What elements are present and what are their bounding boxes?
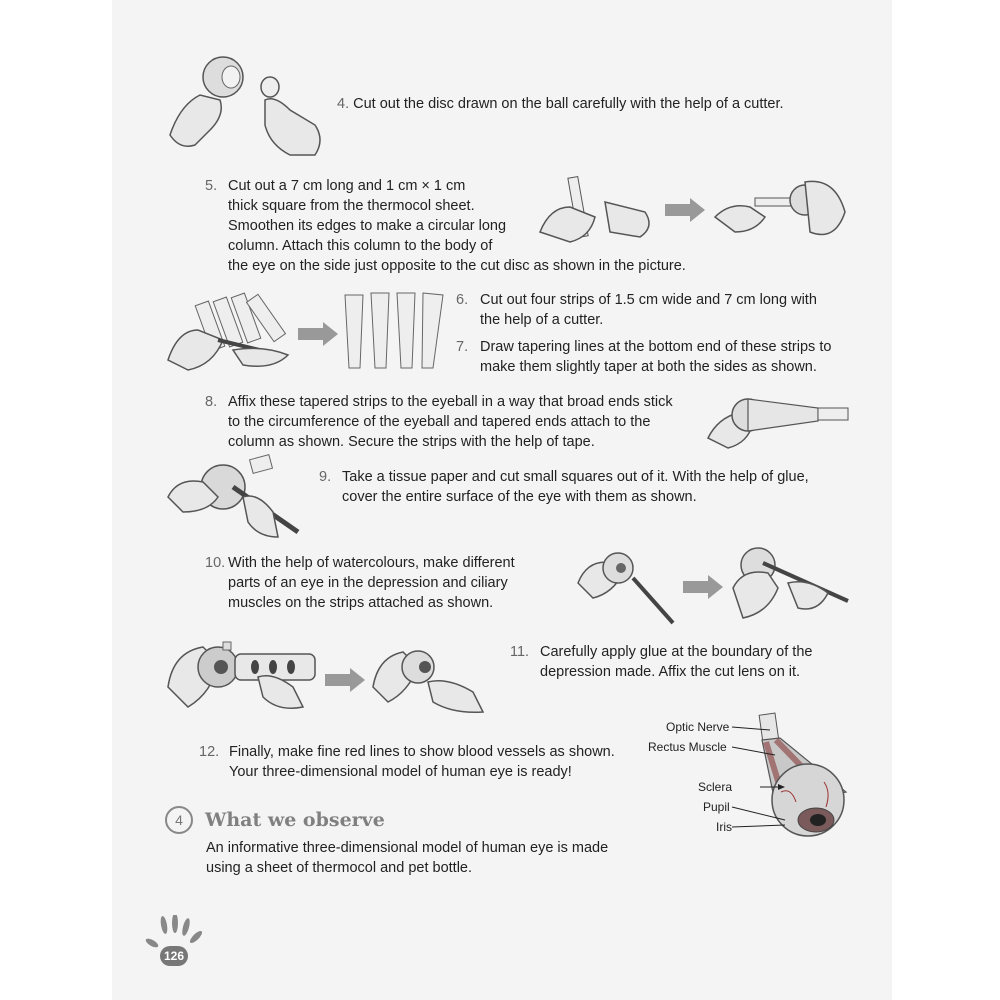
step-number: 11. — [510, 644, 530, 660]
observation-text — [206, 838, 636, 878]
step-text-line: parts of an eye in the depression and ciliary — [228, 575, 508, 591]
section-heading — [165, 805, 385, 835]
step-number: 12. — [199, 744, 220, 760]
step-number: 7. — [456, 339, 469, 355]
observation-line: An informative three-dimensional model of human eye is made — [206, 840, 609, 856]
illustration-watercolours — [573, 543, 853, 628]
step-text-line: the eye on the side just opposite to the cut disc as shown in the picture. — [228, 258, 686, 274]
step-number: 6. — [456, 292, 469, 308]
page-number: 126 — [160, 946, 188, 966]
step-text-line: cover the entire surface of the eye with them as shown. — [342, 489, 697, 505]
illustration-affix-strips — [703, 393, 853, 453]
step-text-line: make them slightly taper at both the sides as shown. — [480, 359, 817, 375]
step-text-line: Affix these tapered strips to the eyeball in a way that broad ends stick — [228, 394, 673, 410]
step-text-line: Carefully apply glue at the boundary of the — [540, 644, 813, 660]
illustration-cut-disc — [165, 55, 335, 165]
label-optic-nerve: Optic Nerve — [666, 720, 730, 734]
step-12 — [199, 742, 659, 782]
step-text-line: column. Attach this column to the body of — [228, 238, 493, 254]
illustration-tissue-cover — [163, 452, 308, 542]
step-text: Cut out the disc drawn on the ball carefully with the help of a cutter. — [353, 96, 784, 112]
step-text-line: Cut out four strips of 1.5 cm wide and 7 cm long with — [480, 292, 817, 308]
step-9 — [319, 467, 859, 507]
label-iris: Iris — [716, 820, 732, 834]
step-text-line: to the circumference of the eyeball and tapered ends attach to the — [228, 414, 651, 430]
step-text-line: the help of a cutter. — [480, 312, 604, 328]
section-number-badge: 4 — [165, 806, 193, 834]
step-8 — [205, 392, 705, 452]
step-number: 4. — [337, 96, 350, 112]
step-text-line: thick square from the thermocol sheet. — [228, 198, 475, 214]
illustration-affix-lens — [163, 632, 493, 717]
step-number: 9. — [319, 469, 332, 485]
label-rectus-muscle: Rectus Muscle — [648, 740, 727, 754]
step-text-line: Take a tissue paper and cut small squares out of it. With the help of glue, — [342, 469, 809, 485]
illustration-attach-column — [535, 172, 855, 252]
step-text-line: column as shown. Secure the strips with the help of tape. — [228, 434, 595, 450]
step-6 — [456, 290, 856, 330]
step-text-line: Draw tapering lines at the bottom end of these strips to — [480, 339, 832, 355]
eye-label-leaders — [730, 720, 790, 835]
step-number: 10. — [205, 555, 226, 571]
step-text-line: depression made. Affix the cut lens on it. — [540, 664, 801, 680]
step-text-line: Your three-dimensional model of human eye is ready! — [229, 764, 572, 780]
section-title: What we observe — [205, 809, 385, 831]
label-sclera: Sclera — [698, 780, 733, 794]
step-text-line: With the help of watercolours, make different — [228, 555, 515, 571]
illustration-strips — [163, 290, 453, 375]
step-7 — [456, 337, 856, 377]
step-text-line: Cut out a 7 cm long and 1 cm × 1 cm — [228, 178, 466, 194]
label-pupil: Pupil — [703, 800, 730, 814]
step-4 — [337, 94, 784, 114]
step-text-line: muscles on the strips attached as shown. — [228, 595, 494, 611]
step-text-line: Smoothen its edges to make a circular long — [228, 218, 507, 234]
step-number: 5. — [205, 178, 218, 194]
step-11 — [510, 642, 850, 682]
observation-line: using a sheet of thermocol and pet bottle. — [206, 860, 473, 876]
step-10 — [205, 553, 575, 613]
step-text-line: Finally, make fine red lines to show blood vessels as shown. — [229, 744, 615, 760]
step-number: 8. — [205, 394, 218, 410]
